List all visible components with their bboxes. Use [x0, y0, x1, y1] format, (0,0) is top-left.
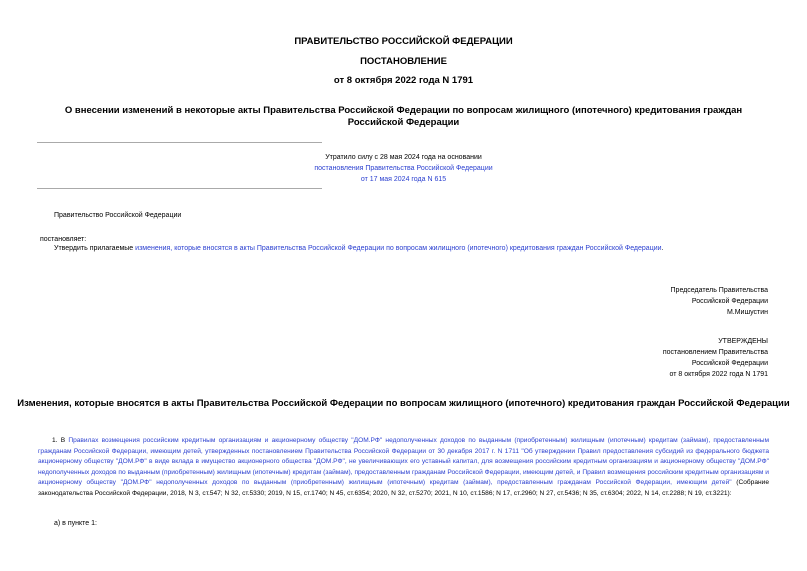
divider-top	[37, 142, 322, 143]
approve-prefix: Утвердить прилагаемые	[54, 245, 136, 252]
government-heading: ПРАВИТЕЛЬСТВО РОССИЙСКОЙ ФЕДЕРАЦИИ	[294, 36, 513, 47]
decides-label: постановляет:	[40, 236, 87, 243]
document-title: О внесении изменений в некоторые акты Правительства Российской Федерации по вопросам жилищного (ипотечного) кредитования граждан Российской Федерации	[64, 105, 743, 128]
approved-label: УТВЕРЖДЕНЫ	[718, 338, 768, 345]
approve-paragraph	[54, 243, 774, 254]
repeal-act-date-link[interactable]: от 17 мая 2024 года N 615	[360, 176, 447, 183]
paragraph-1	[38, 436, 769, 500]
divider-bottom	[37, 188, 322, 189]
changes-heading: Изменения, которые вносятся в акты Правительства Российской Федерации по вопросам жилищного (ипотечного) кредитования граждан Российской Федерации	[17, 398, 790, 409]
signature-position: Председатель Правительства	[670, 287, 768, 294]
rules-link[interactable]: Правилах возмещения российским кредитным организациям и акционерному обществу "ДОМ.РФ" недополученных доходов по выданным (приобретенным) жилищным (ипотечным) кредитам (займам), предоставленным гражданам Российской Федерации, имеющим детей, утвержденных постановлением Правительства Российской Федерации от 30 декабря 2017 г. N 1711 "Об утверждении Правил предоставления субсидий из федерального бюджета акционерному обществу "ДОМ.РФ" в виде вклада в имущество акционерного общества "ДОМ.РФ", не увеличивающих его уставный капитал, для возмещения российским кредитным организациям и акционерному обществу "ДОМ.РФ" недополученных доходов по выданным (приобретенным) жилищным (ипотечным) кредитам (займам), предоставленным гражданам Российской Федерации, имеющим детей, и Правил возмещения российским кредитным организациям и акционерному обществу "ДОМ.РФ" недополученных доходов по выданным (приобретенным) жилищным (ипотечным) кредитам (займам), предоставленным гражданам Российской Федерации, имеющим детей"	[38, 437, 770, 487]
subparagraph-a: а) в пункте 1:	[54, 520, 97, 527]
approve-suffix: .	[661, 245, 664, 252]
approved-date: от 8 октября 2022 года N 1791	[669, 371, 768, 378]
approved-org: Российской Федерации	[691, 360, 768, 367]
paragraph-1-source: (Собрание законодательства Российской Федерации, 2018, N 3, ст.547; N 32, ст.5330; 2019, N 15, ст.1740; N 45, ст.6354; 2020, N 32, ст.5270; 2021, N 10, ст.1586; N 17, ст.2960; N 27, ст.5436; N 35, ст.6304; 2022, N 14, ст.2288; N 19, ст.3221):	[38, 479, 770, 497]
changes-link[interactable]: изменения, которые вносятся в акты Правительства Российской Федерации по вопросам жилищного (ипотечного) кредитования граждан Российской Федерации	[135, 245, 662, 252]
document-date-number: от 8 октября 2022 года N 1791	[333, 75, 474, 86]
signature-name: М.Мишустин	[726, 309, 768, 316]
status-text: Утратило силу с 28 мая 2024 года на основании	[325, 154, 482, 161]
approved-by: постановлением Правительства	[662, 349, 768, 356]
signature-org: Российской Федерации	[691, 298, 768, 305]
repeal-act-link[interactable]: постановления Правительства Российской Федерации	[314, 165, 493, 172]
issuer: Правительство Российской Федерации	[54, 212, 182, 219]
approved-block	[663, 336, 768, 380]
document-type: ПОСТАНОВЛЕНИЕ	[360, 56, 447, 67]
paragraph-1-number: 1. В	[52, 437, 69, 444]
signature-block	[671, 285, 768, 318]
